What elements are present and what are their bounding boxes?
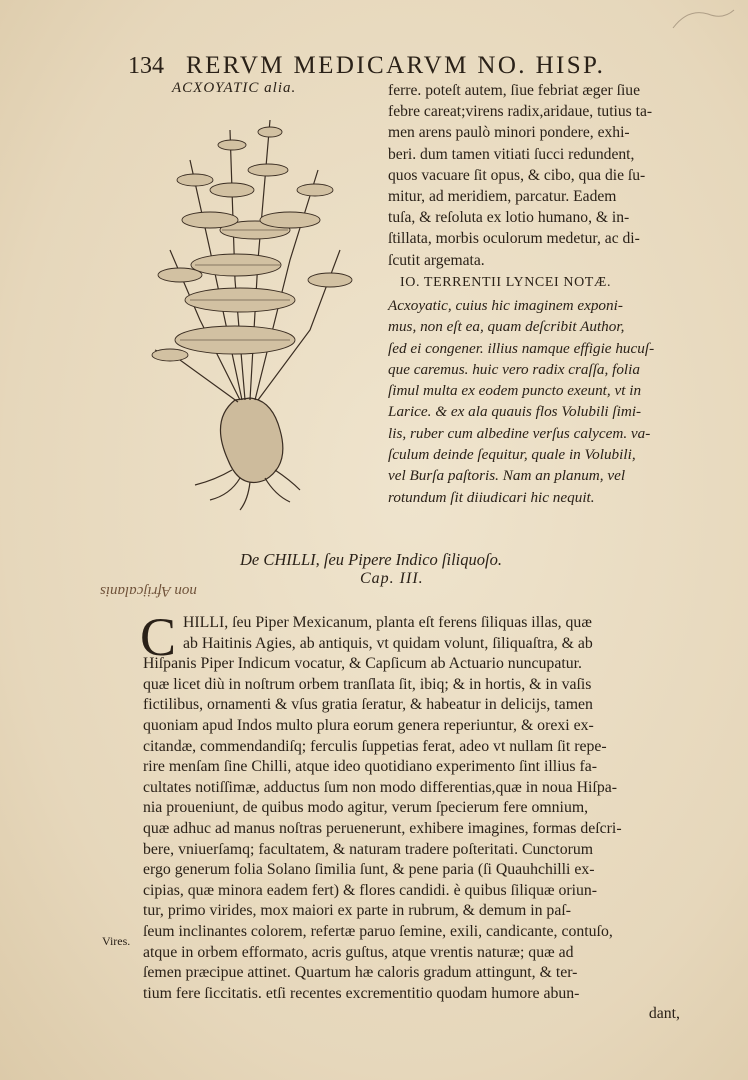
- note-line: vel Burſa paſtoris. Nam an planum, vel: [388, 467, 626, 485]
- note-line: que caremus. huic vero radix craſſa, folia: [388, 360, 640, 378]
- note-line: lis, ruber cum albedine verſus calycem. va-: [388, 424, 651, 442]
- notes-block: [388, 295, 698, 508]
- body-line: tur, primo virides, mox maiori ex parte in rubrum, & demum in paſ-: [143, 902, 571, 920]
- body-line: quæ adhuc ad manus noſtras peruenerunt, exhibere imagines, formas deſcri-: [143, 819, 622, 837]
- body-line: bere, vniuerſamq; facultatem, & naturam tradere poſteritati. Cunctorum: [143, 840, 594, 858]
- drop-capital: C: [140, 607, 177, 667]
- note-line: Larice. & ex ala quauis flos Volubili ſimi-: [388, 403, 642, 421]
- note-line: ſed ei congener. illius namque effigie hucuſ-: [388, 339, 655, 357]
- body-line: Hiſpanis Piper Indicum vocatur, & Capſicum ab Actuario nuncupatur.: [143, 655, 582, 673]
- chapter-title: De CHILLI, ſeu Pipere Indico ſiliquoſo.: [240, 550, 502, 569]
- body-line: ſemen præcipue attinet. Quartum hæ caloris gradum attingunt, & ter-: [143, 964, 578, 982]
- note-line: rotundum ſit diiudicari hic nequit.: [388, 488, 595, 506]
- margin-note: Vires.: [102, 934, 131, 948]
- text-line: febre careat;virens radix,aridaue, tutius ta-: [388, 103, 653, 121]
- body-line: nia proueniunt, de quibus modo agitur, verum ſpecierum fere omnium,: [143, 799, 589, 817]
- text-line: mitur, ad meridiem, parcatur. Eadem: [388, 188, 617, 206]
- note-line: ſculum deinde ſequitur, quale in Volubili,: [388, 446, 636, 464]
- body-line: quoniam apud Indos multo plura eorum genera reperiuntur, & orexi ex-: [143, 716, 594, 734]
- text-line: quos vacuare ſit opus, & cibo, qua die ſu-: [388, 166, 646, 184]
- text-line: ſcutit argemata.: [388, 251, 485, 269]
- pencil-mark-icon: [668, 6, 738, 36]
- body-line: ab Haitinis Agies, ab antiquis, vt quidam volunt, ſiliquaſtra, & ab: [183, 634, 593, 652]
- text-line: ſtillata, morbis oculorum medetur, ac di-: [388, 230, 640, 248]
- plant-illustration-icon: [140, 100, 355, 520]
- text-line: ferre. poteſt autem, ſiue febriat æger ſiue: [388, 82, 640, 99]
- body-line: ergo generum folia Solano ſimilia ſunt, & pene paria (ſi Quauhchilli ex-: [143, 861, 595, 879]
- chapter-body: [143, 613, 698, 1025]
- body-line: ſeum inclinantes colorem, refertæ paruo ſemine, exili, candicante, contuſo,: [143, 922, 613, 940]
- body-line: atque in orbem efformato, acris guſtus, atque vrentis naturæ; quæ ad: [143, 943, 574, 961]
- chapter-number: Cap. III.: [360, 570, 424, 587]
- body-line: rire menſam ſine Chilli, atque ideo quotidiano experimento ſint illius fa-: [143, 758, 598, 776]
- body-line: cipias, quæ minora eadem fert) & flores candidi. è quibus ſiliquæ oriun-: [143, 881, 598, 899]
- body-line: tium fere ſiccitatis. etſi recentes excrementitio quodam humore abun-: [143, 984, 580, 1002]
- body-line: dant,: [648, 1005, 680, 1023]
- body-line: quæ licet diù in noſtrum orbem tranſlata ſit, ibiq; & in hortis, & in vaſis: [143, 675, 592, 693]
- manuscript-annotation: non Afrijcalanis: [100, 583, 197, 599]
- figure-caption: ACXOYATIC alia.: [172, 80, 297, 96]
- body-line: fictilibus, ornamenti & vſus gratia ſeratur, & habeatur in delicijs, tamen: [143, 696, 593, 714]
- note-line: Acxoyatic, cuius hic imaginem exponi-: [388, 297, 623, 314]
- body-line: cultates notiſſimæ, adductus ſum non modo differentias,quæ in noua Hiſpa-: [143, 778, 617, 796]
- text-line: tuſa, & reſoluta ex lotio humano, & in-: [388, 209, 630, 227]
- body-line: HILLI, ſeu Piper Mexicanum, planta eſt ferens ſiliquas illas, quæ: [183, 614, 592, 631]
- body-line: citandæ, commendandiſq; ferculis ſuppetias ferat, adeo vt nullam ſit repe-: [143, 737, 607, 755]
- recipe-column: [388, 80, 693, 271]
- note-line: mus, non eſt ea, quam deſcribit Author,: [388, 318, 625, 336]
- page-number: 134: [128, 53, 164, 79]
- text-line: beri. dum tamen vitiati ſucci redundent,: [388, 145, 635, 163]
- notes-heading: IO. TERRENTII LYNCEI NOTÆ.: [400, 275, 612, 290]
- running-title: RERVM MEDICARVM NO. HISP.: [186, 52, 606, 79]
- note-line: ſimul multa ex eodem puncto exeunt, vt in: [388, 382, 642, 400]
- text-line: men arens paulò minori pondere, exhi-: [388, 124, 630, 142]
